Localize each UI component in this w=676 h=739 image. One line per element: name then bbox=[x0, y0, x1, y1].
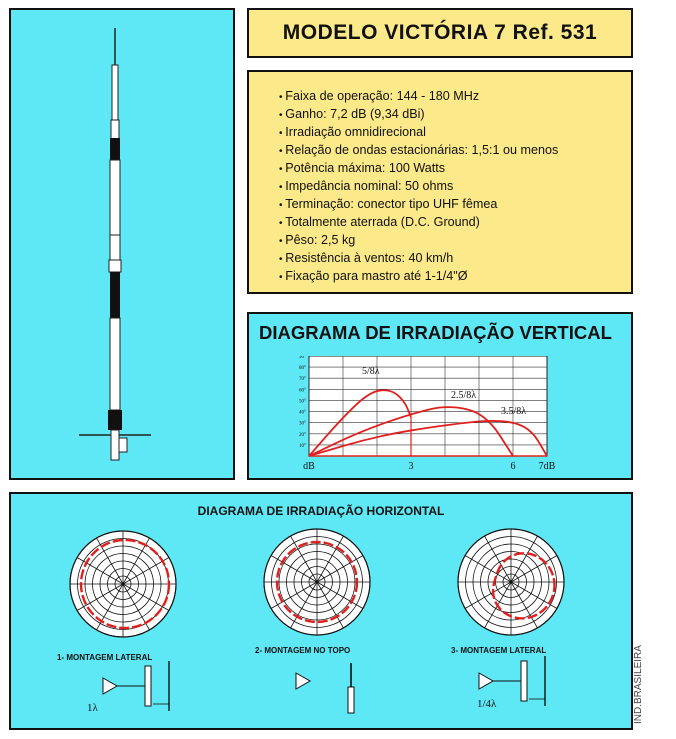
spec-item: • Irradiação omnidirecional bbox=[279, 124, 631, 142]
y-axis-ticks bbox=[299, 356, 306, 449]
x-tick-label: 7dB bbox=[538, 461, 556, 472]
vertical-diagram-panel bbox=[247, 312, 633, 480]
y-tick-label: 80° bbox=[299, 366, 306, 372]
model-title: MODELO VICTÓRIA 7 Ref. 531 bbox=[282, 21, 598, 44]
x-axis-ticks bbox=[303, 461, 556, 472]
vertical-diagram-title: DIAGRAMA DE IRRADIAÇÃO VERTICAL bbox=[259, 322, 612, 343]
polar-diagram-3 bbox=[458, 529, 564, 635]
antenna-drawing bbox=[11, 10, 233, 478]
y-tick-label: 60° bbox=[299, 388, 306, 394]
polar-patterns bbox=[11, 494, 631, 724]
mounting-sketch-1 bbox=[103, 661, 169, 711]
y-tick-label: 10° bbox=[299, 443, 306, 449]
side-text-label: IND.BRASILEIRA bbox=[633, 645, 644, 724]
mounting-2-label: 2- MONTAGEM NO TOPO bbox=[255, 646, 351, 655]
antenna-illustration-panel bbox=[9, 8, 235, 480]
spec-item: • Impedância nominal: 50 ohms bbox=[279, 178, 631, 196]
spec-item: • Ganho: 7,2 dB (9,34 dBi) bbox=[279, 106, 631, 124]
y-tick-label: 30° bbox=[299, 421, 306, 427]
mounting-3-label: 3- MONTAGEM LATERAL bbox=[451, 646, 547, 655]
x-tick-label: 3 bbox=[408, 461, 414, 472]
y-tick-label: 20° bbox=[299, 432, 306, 438]
model-title-panel bbox=[247, 8, 633, 58]
y-tick-label: 90° bbox=[299, 356, 306, 360]
curve-label: 2.5/8λ bbox=[451, 390, 477, 401]
mounting-1-label: 1- MONTAGEM LATERAL bbox=[57, 653, 153, 662]
spec-item: • Fixação para mastro até 1-1/4"Ø bbox=[279, 268, 631, 286]
horizontal-diagram-panel bbox=[9, 492, 633, 730]
mounting-1-distance: 1λ bbox=[87, 702, 98, 714]
mounting-sketch-2 bbox=[296, 663, 354, 713]
spec-item: • Pêso: 2,5 kg bbox=[279, 232, 631, 250]
manufacturer-side-text bbox=[633, 624, 645, 724]
vertical-radiation-chart bbox=[279, 356, 579, 476]
spec-item: • Faixa de operação: 144 - 180 MHz bbox=[279, 88, 631, 106]
polar-diagram-1 bbox=[70, 531, 176, 637]
curve-label: 5/8λ bbox=[362, 366, 380, 377]
y-tick-label: 40° bbox=[299, 410, 306, 416]
x-tick-label: dB bbox=[303, 461, 315, 472]
spec-item: • Relação de ondas estacionárias: 1,5:1 ou menos bbox=[279, 142, 631, 160]
x-tick-label: 6 bbox=[510, 461, 516, 472]
y-tick-label: 50° bbox=[299, 399, 306, 405]
spec-item: • Potência máxima: 100 Watts bbox=[279, 160, 631, 178]
specifications-panel bbox=[247, 70, 633, 294]
curve-label: 3.5/8λ bbox=[501, 406, 527, 417]
polar-diagram-2 bbox=[264, 529, 370, 635]
spec-item: • Resistência à ventos: 40 km/h bbox=[279, 250, 631, 268]
y-tick-label: 70° bbox=[299, 377, 306, 383]
mounting-3-distance: 1/4λ bbox=[477, 698, 497, 710]
specifications-list bbox=[279, 88, 631, 286]
spec-item: • Totalmente aterrada (D.C. Ground) bbox=[279, 214, 631, 232]
spec-item: • Terminação: conector tipo UHF fêmea bbox=[279, 196, 631, 214]
horizontal-diagram-title: DIAGRAMA DE IRRADIAÇÃO HORIZONTAL bbox=[197, 504, 445, 518]
